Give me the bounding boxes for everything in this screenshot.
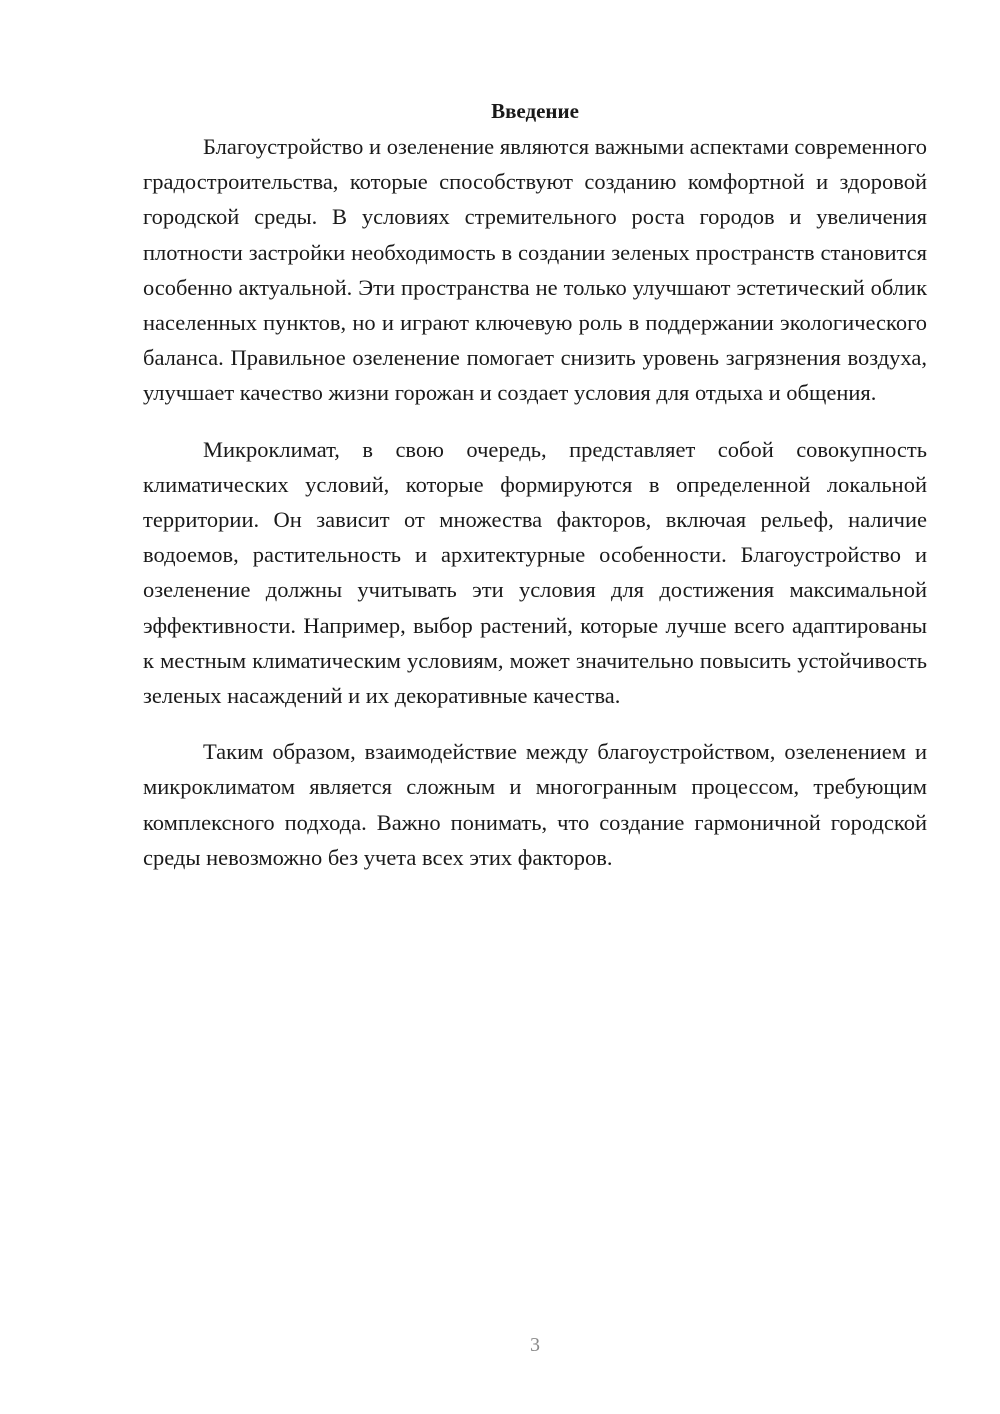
- paragraph-3: Таким образом, взаимодействие между благоустройством, озеленением и микроклиматом является сложным и многогранным процессом, требующим комплексного подхода. Важно понимать, что создание гармоничной городской среды невозможно без учета всех этих факторов.: [143, 739, 927, 870]
- page-number: 3: [530, 1334, 540, 1356]
- paragraph-1: Благоустройство и озеленение являются важными аспектами современного градостроительства, которые способствуют созданию комфортной и здоровой городской среды. В условиях стремительного роста городов и увеличения плотности застройки необходимость в создании зеленых пространств становится особенно актуальной. Эти пространства не только улучшают эстетический облик населенных пунктов, но и играют ключевую роль в поддержании экологического баланса. Правильное озеленение помогает снизить уровень загрязнения воздуха, улучшает качество жизни горожан и создает условия для отдыха и общения.: [143, 134, 927, 406]
- page-content: [143, 94, 927, 875]
- section-title: Введение: [491, 99, 579, 123]
- paragraph-2: Микроклимат, в свою очередь, представляет собой совокупность климатических условий, которые формируются в определенной локальной территории. Он зависит от множества факторов, включая рельеф, наличие водоемов, растительность и архитектурные особенности. Благоустройство и озеленение должны учитывать эти условия для достижения максимальной эффективности. Например, выбор растений, которые лучше всего адаптированы к местным климатическим условиям, может значительно повысить устойчивость зеленых насаждений и их декоративные качества.: [143, 436, 927, 709]
